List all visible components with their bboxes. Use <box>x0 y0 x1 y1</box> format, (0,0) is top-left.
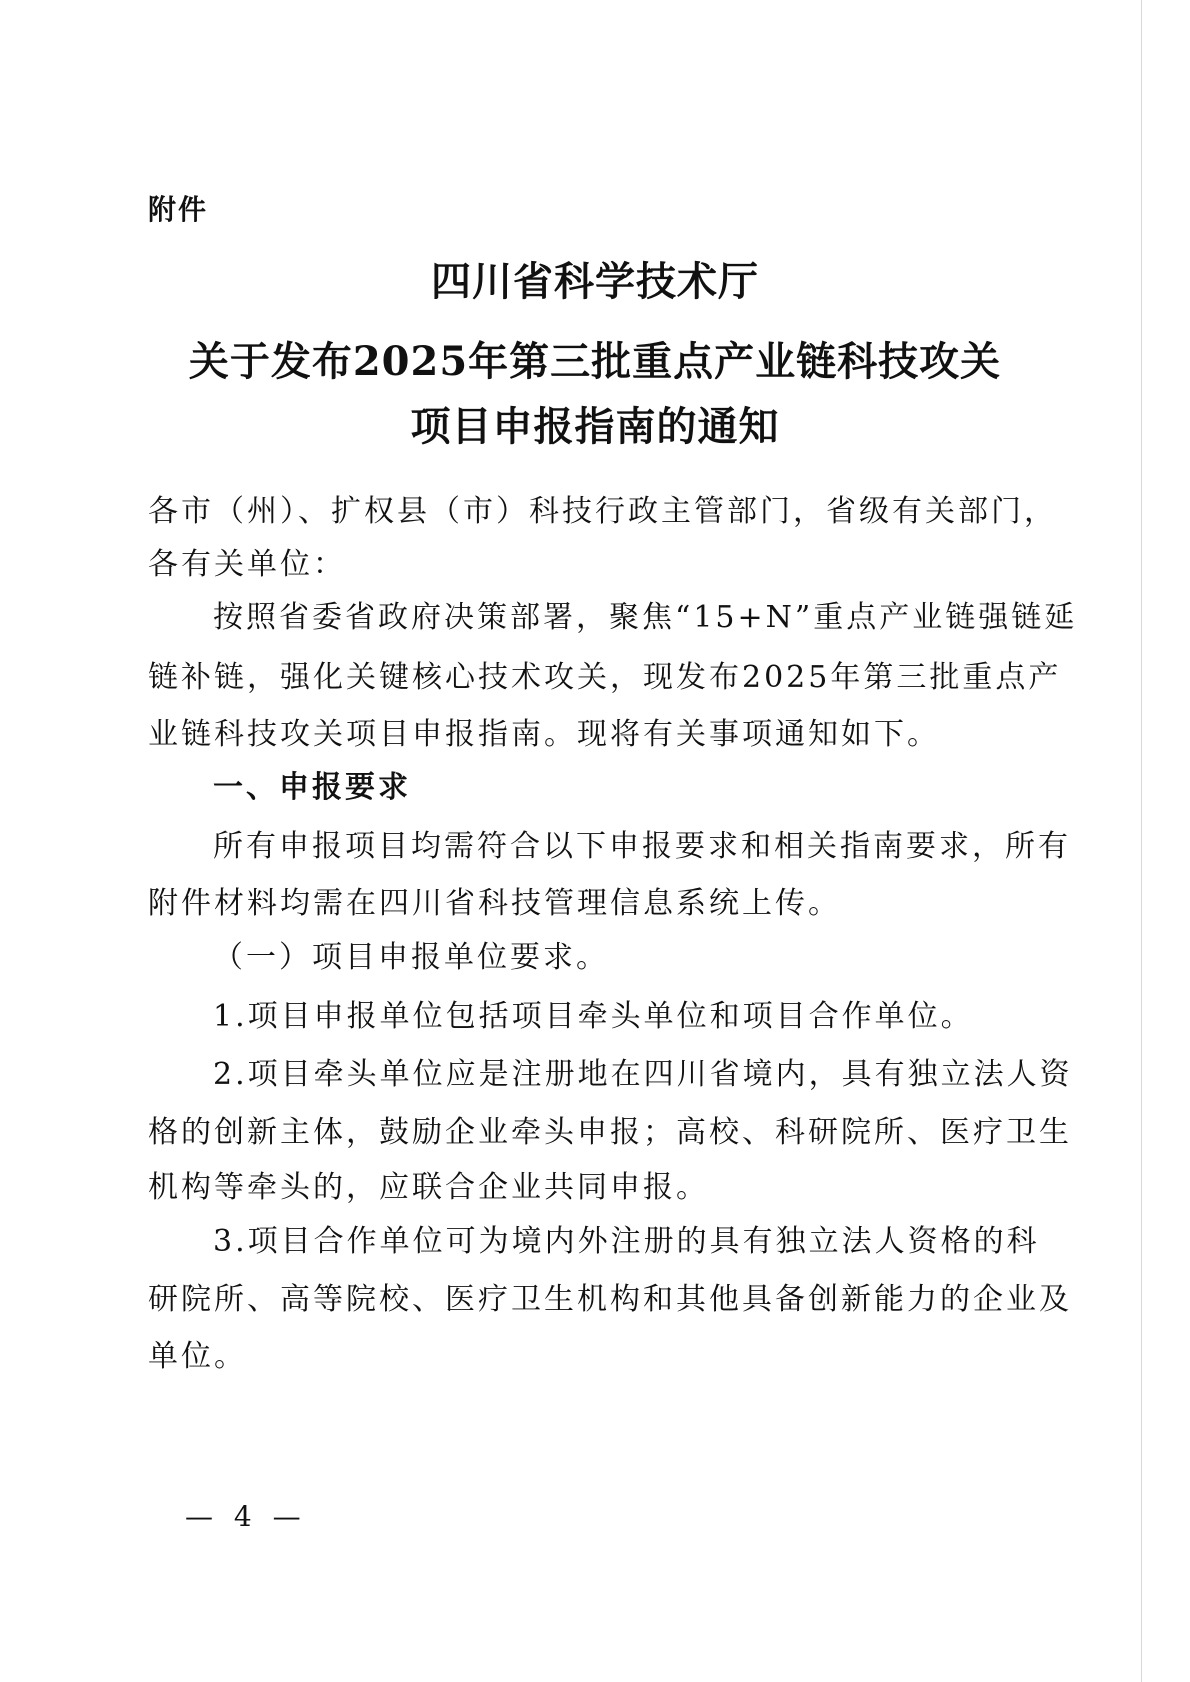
section-heading-requirements: 一、申报要求 <box>213 770 411 805</box>
item-2-line-2: 格的创新主体，鼓励企业牵头申报；高校、科研院所、医疗卫生 <box>148 1115 1072 1150</box>
item-3-line-3: 单位。 <box>148 1339 247 1374</box>
intro-paragraph-line-3: 业链科技攻关项目申报指南。现将有关事项通知如下。 <box>148 717 940 752</box>
page-edge-divider <box>1141 0 1142 1682</box>
document-title-line-1: 四川省科学技术厅 <box>431 258 759 305</box>
requirements-paragraph-line-1: 所有申报项目均需符合以下申报要求和相关指南要求，所有 <box>213 829 1071 864</box>
item-2-line-1: 2.项目牵头单位应是注册地在四川省境内，具有独立法人资 <box>213 1057 1073 1092</box>
item-1-line-1: 1.项目申报单位包括项目牵头单位和项目合作单位。 <box>213 999 974 1034</box>
salutation-line-1: 各市（州）、扩权县（市）科技行政主管部门，省级有关部门， <box>148 494 1057 529</box>
item-3-line-1: 3.项目合作单位可为境内外注册的具有独立法人资格的科 <box>213 1224 1040 1259</box>
page-number: — 4 — <box>185 1500 307 1533</box>
intro-paragraph-line-2: 链补链，强化关键核心技术攻关，现发布2025年第三批重点产 <box>148 660 1062 695</box>
subsection-heading-applicant-units: （一）项目申报单位要求。 <box>213 940 609 975</box>
item-3-line-2: 研院所、高等院校、医疗卫生机构和其他具备创新能力的企业及 <box>148 1282 1072 1317</box>
document-title-line-2: 关于发布2025年第三批重点产业链科技攻关 <box>188 338 1002 385</box>
salutation-line-2: 各有关单位： <box>148 547 346 582</box>
document-title-line-3: 项目申报指南的通知 <box>410 403 780 450</box>
requirements-paragraph-line-2: 附件材料均需在四川省科技管理信息系统上传。 <box>148 886 841 921</box>
intro-paragraph-line-1: 按照省委省政府决策部署，聚焦“15+N”重点产业链强链延 <box>213 600 1078 635</box>
item-2-line-3: 机构等牵头的，应联合企业共同申报。 <box>148 1170 709 1205</box>
attachment-label: 附件 <box>148 193 209 226</box>
